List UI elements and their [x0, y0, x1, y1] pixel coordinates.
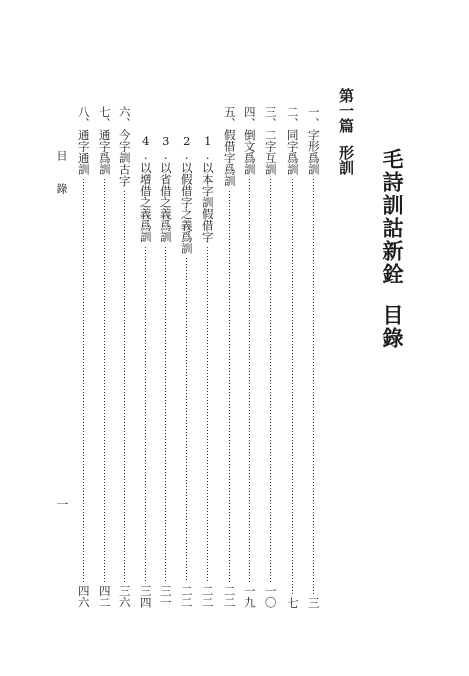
toc-leader-dots — [145, 246, 146, 583]
toc-subentry[interactable] — [137, 134, 153, 608]
toc-entry-label: 1.以本字訓假借字 — [200, 134, 215, 243]
toc-entry-label: 4.以增借之義爲訓 — [138, 134, 153, 243]
toc-subentry[interactable] — [157, 134, 173, 608]
toc-entry-page: 一九 — [242, 585, 257, 608]
toc-entry[interactable] — [262, 106, 278, 608]
toc-entry-page: 二二 — [179, 585, 194, 608]
book-title-block — [382, 148, 403, 350]
toc-leader-dots — [186, 257, 187, 582]
toc-leader-dots — [124, 190, 125, 583]
toc-entry-label: 七、通字爲訓 — [97, 106, 112, 175]
toc-entry-label: 2.以假借字之義爲訓 — [179, 134, 194, 254]
toc-entry-page: 四六 — [76, 585, 91, 608]
running-head-char: 目 — [55, 150, 68, 161]
toc-entry[interactable] — [305, 106, 321, 608]
toc-entry-label: 三、二字互訓 — [263, 106, 278, 175]
toc-leader-dots — [270, 178, 271, 582]
running-head-char: 錄 — [55, 183, 68, 194]
toc-entry[interactable] — [96, 106, 112, 608]
folio-number: 一 — [55, 498, 69, 510]
toc-leader-dots — [313, 178, 314, 594]
toc-entry-label: 五、假借字爲訓 — [222, 106, 237, 187]
toc-leader-dots — [207, 246, 208, 583]
book-title: 毛詩訓詁新銓 — [380, 148, 405, 286]
section-title: 目錄 — [380, 304, 405, 350]
toc-entry-label: 四、倒文爲訓 — [242, 106, 257, 175]
running-head — [56, 150, 67, 194]
toc-entry[interactable] — [284, 106, 300, 608]
toc-entry-page: 三 — [306, 596, 321, 608]
toc-entry-page: 三四 — [138, 585, 153, 608]
toc-entry[interactable] — [241, 106, 257, 608]
toc-entry-page: 三一 — [158, 585, 173, 608]
toc-entry[interactable] — [221, 106, 237, 608]
toc-leader-dots — [292, 178, 293, 594]
toc-leader-dots — [165, 246, 166, 583]
toc-entry-label: 八、通字通訓 — [76, 106, 91, 175]
toc-entry-page: 二二 — [200, 585, 215, 608]
toc-entry-page: 一〇 — [263, 585, 278, 608]
toc-entry-page: 七 — [285, 596, 300, 608]
toc-leader-dots — [229, 190, 230, 583]
toc-entry-label: 二、同字爲訓 — [285, 106, 300, 175]
toc-entry-page: 二二 — [222, 585, 237, 608]
toc-leader-dots — [83, 178, 84, 582]
toc-entry-page: 四二 — [97, 585, 112, 608]
toc-entry-label: 3.以省借之義爲訓 — [158, 134, 173, 243]
toc-entry-label: 一、字形爲訓 — [306, 106, 321, 175]
part-title: 形訓 — [337, 145, 355, 175]
toc-subentry[interactable] — [178, 134, 194, 608]
toc-entry[interactable] — [75, 106, 91, 608]
toc-leader-dots — [104, 178, 105, 582]
toc-entry-label: 六、今字訓古字 — [117, 106, 132, 187]
part-heading — [338, 88, 353, 175]
part-number: 第一篇 — [337, 88, 355, 133]
toc-subentry[interactable] — [199, 134, 215, 608]
toc-leader-dots — [249, 178, 250, 582]
toc-entry[interactable] — [116, 106, 132, 608]
toc-entry-page: 三六 — [117, 585, 132, 608]
